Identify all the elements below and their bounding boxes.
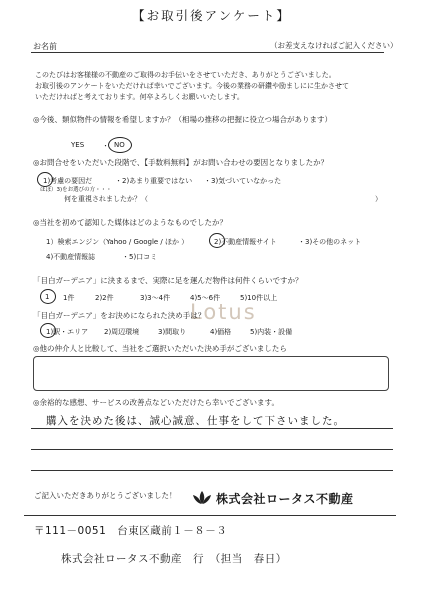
- lotus-watermark: Lotus: [190, 300, 257, 324]
- q7-line-3: [31, 470, 393, 471]
- q5-opt1-circle: [40, 323, 56, 338]
- mailing-address: 〒111－0051 台東区蔵前１－８－３: [34, 525, 228, 537]
- q2-subnote: ほぼ）3)をお選びの方・・・: [40, 187, 112, 193]
- name-underline: [31, 52, 384, 53]
- q5-opt1: 1)駅・エリア: [46, 328, 89, 336]
- q3-opt3: ・3)その他のネット: [298, 238, 362, 246]
- company-logo-name: 株式会社ロータス不動産: [216, 492, 354, 506]
- q1-question: ◎今後、類似物件の情報を希望しますか？（相場の推移の把握に役立つ場合があります）: [33, 115, 333, 124]
- q2-question: ◎お問合せをいただいた段階で、【手数料無料】がお問い合わせの要因となりましたか？: [33, 158, 329, 167]
- recipient-line: 株式会社ロータス不動産 行 （担当 春日）: [61, 553, 287, 565]
- q3-opt4: 4)不動産情報誌: [46, 253, 96, 261]
- q6-question: ◎他の仲介人と比較して、当社をご選択いただいた決め手がございましたら: [33, 344, 287, 353]
- q1-yes: YES: [71, 141, 85, 149]
- q5-opt3: 3)間取り: [158, 328, 187, 336]
- lotus-logo-icon: [192, 490, 212, 506]
- q5-opt2: 2)周辺環境: [104, 328, 140, 336]
- intro-line-3: いただければと考えております。何卒よろしくお願いいたします。: [35, 93, 244, 101]
- footer-divider: [24, 515, 396, 516]
- intro-line-2: お取引後のアンケートをいただければ幸いでございます。今後の業務の研鑽や励ましにに生かさせて: [35, 82, 350, 90]
- q7-line-2: [31, 449, 393, 450]
- q4-opt1: 1: [45, 293, 50, 301]
- q6-answer-box: [33, 356, 389, 391]
- q3-opt1: 1）検索エンジン（Yahoo / Google / ほか ）: [46, 238, 189, 246]
- q7-line-1: [31, 428, 393, 429]
- q5-question: 「目白ガーデニア」をお決めになられた決め手は？: [33, 311, 206, 320]
- q5-opt5: 5)内装・設備: [250, 328, 293, 336]
- name-label: お名前: [33, 42, 57, 51]
- q3-opt5: ・5)口コミ: [122, 253, 158, 261]
- q7-question: ◎余裕的な感想、サービスの改善点などいただけたら幸いでございます。: [33, 398, 279, 407]
- q3-question: ◎当社を初めて認知した媒体はどのようなものでしたか？: [33, 218, 228, 227]
- intro-line-1: このたびはお客様様の不動産のご取得のお手伝いをさせていただき、ありがとうございました。: [35, 71, 336, 79]
- q7-handwritten-answer: 購入を決めた後は、誠心誠意、仕事をして下さいました。: [46, 415, 345, 427]
- q4-opt2: 2)2件: [95, 294, 114, 302]
- name-note: （お差支えなければご記入ください）: [270, 41, 398, 50]
- q4-question: 「目白ガーデニア」に決まるまで、実際に足を運んだ物件は何件くらいですか？: [33, 276, 303, 285]
- q2-followup: 何を重視されましたか？（: [64, 195, 148, 203]
- q2-opt2: ・2)あまり重要ではない: [115, 177, 193, 185]
- q2-opt1: 1)考慮の要因だ: [43, 177, 93, 185]
- page-title: 【お取引後アンケート】: [132, 8, 291, 23]
- q4-opt3: 3)3～4件: [140, 294, 171, 302]
- q3-opt2-circle: [209, 233, 225, 248]
- q2-opt3: ・3)気づいていなかった: [204, 177, 282, 185]
- q3-opt2: 2)不動産情報サイト: [214, 238, 277, 246]
- q4-opt1-label: 1件: [63, 294, 75, 302]
- q5-opt4: 4)価格: [210, 328, 232, 336]
- q4-opt4: 4)5～6件: [190, 294, 221, 302]
- q1-no-circle: [108, 137, 132, 153]
- thanks-text: ご記入いただきありがとうございました！: [34, 491, 177, 500]
- q4-opt1-circle: [40, 289, 56, 304]
- q1-no: NO: [114, 141, 125, 149]
- q2-followup-close: ）: [375, 195, 382, 203]
- q1-separator: ・: [102, 142, 109, 150]
- q4-opt5: 5)10件以上: [240, 294, 278, 302]
